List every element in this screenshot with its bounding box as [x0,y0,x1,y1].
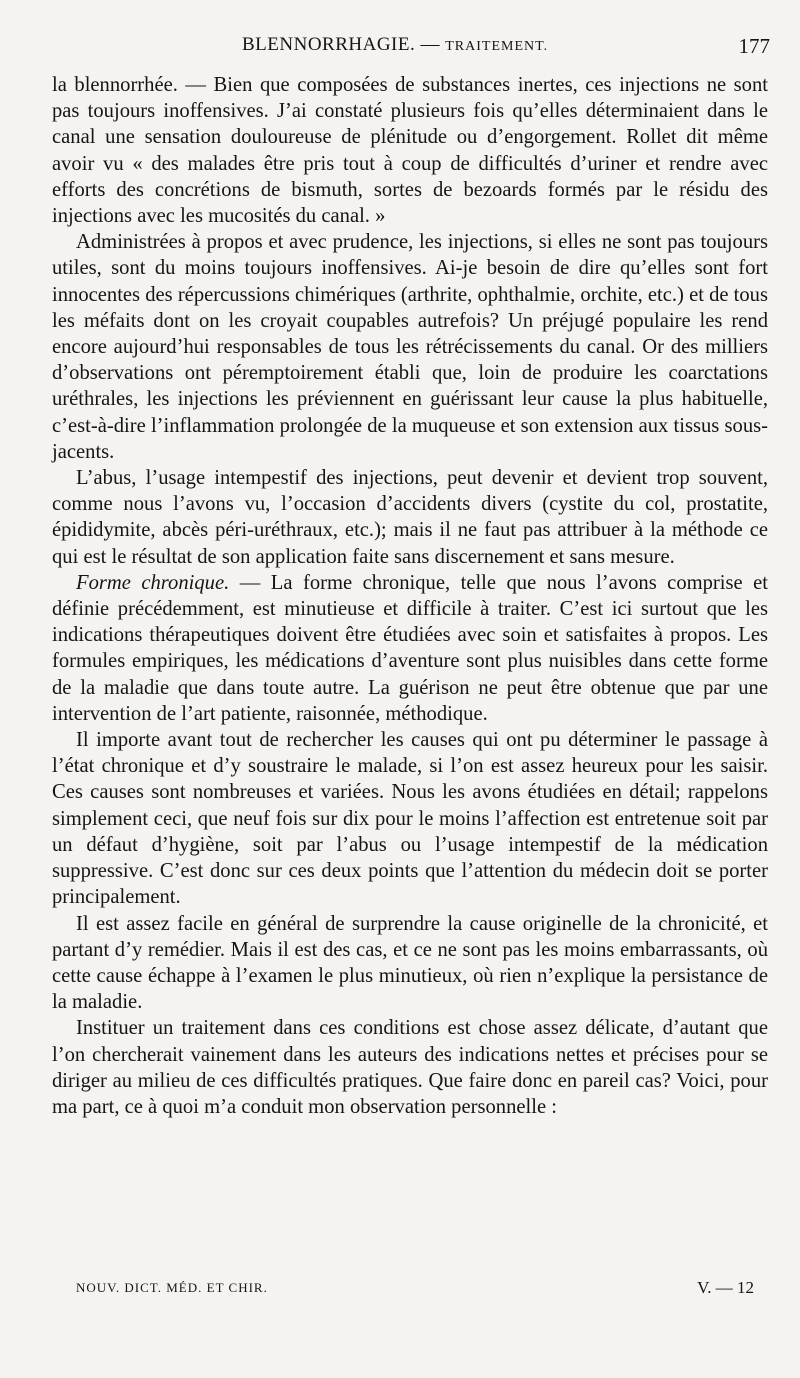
volume-signature: V. — 12 [697,1278,754,1297]
signature-mark: NOUV. DICT. MÉD. ET CHIR. [76,1280,268,1295]
paragraph-5: Il importe avant tout de rechercher les causes qui ont pu déterminer le passage à l’état chronique et d’y soustraire le malade, si l’on est assez heureux pour les saisir. Ces causes sont nombreuses et variées. Nous les avons étudiées en détail; rappelons simplement ceci, que neuf fois sur dix pour le moins l’affection est entretenue soit par un défaut d’hygiène, soit par l’abus ou l’usage intempestif de la médication suppressive. C’est donc sur ces deux points que l’attention du médecin doit se porter principalement. [52,729,768,909]
running-head [52,34,770,60]
paragraph-7: Instituer un traitement dans ces conditions est chose assez délicate, d’autant que l’on chercherait vainement dans les auteurs des indications nettes et précises pour se diriger au milieu de ces difficultés pratiques. Que faire donc en pareil cas? Voici, pour ma part, ce à quoi m’a conduit mon observation personnelle : [52,1017,768,1118]
header-separator: — [420,34,440,55]
running-title [242,34,548,56]
paragraph-3: L’abus, l’usage intempestif des injections, peut devenir et devient trop souvent, comme nous l’avons vu, l’occasion d’accidents divers (cystite du col, prostatite, épididymite, abcès péri-uréthraux, etc.); mais il ne faut pas attribuer à la méthode ce qui est le résultat de son application faite sans discernement et sans mesure. [52,467,768,568]
paragraph-2: Administrées à propos et avec prudence, les injections, si elles ne sont pas toujours utiles, sont du moins toujours inoffensives. Ai-je besoin de dire qu’elles sont fort innocentes des répercussions chimériques (arthrite, ophthalmie, orchite, etc.) et de tous les méfaits dont on les croyait coupables autrefois? Un préjugé populaire les rend encore aujourd’hui responsables de tous les rétrécissements du canal. Or des milliers d’observations ont péremptoirement établi que, loin de produire les coarctations uréthrales, les injections les préviennent en guérissant leur cause la plus habituelle, c’est-à-dire l’inflammation prolongée de la muqueuse et son extension aux tissus sous-jacents. [52,231,768,463]
header-title: BLENNORRHAGIE. [242,34,416,55]
paragraph-6: Il est assez facile en général de surprendre la cause originelle de la chronicité, et partant d’y remédier. Mais il est des cas, et ce ne sont pas les moins embarrassants, où cette cause échappe à l’examen le plus minutieux, où rien n’explique la persistance de la maladie. [52,912,768,1014]
paragraph-1: la blennorrhée. — Bien que composées de substances inertes, ces injections ne sont pas toujours inoffensives. J’ai constaté plusieurs fois qu’elles déterminaient dans le canal une sensation douloureuse de plénitude ou d’engorgement. Rollet dit même avoir vu « des malades être pris tout à coup de difficultés d’uriner et rendre avec efforts des concrétions de bismuth, sortes de bezoards formés par le résidu des injections avec les mucosités du canal. » [52,74,768,228]
paragraph-4: Forme chronique. — La forme chronique, telle que nous l’avons comprise et définie précédemment, est minutieuse et difficile à traiter. C’est ici surtout que les indications thérapeutiques doivent être étudiées avec soin et satisfaites à propos. Les formules empiriques, les médications d’aventure sont plus nuisibles dans cette forme de la maladie que dans toute autre. La guérison ne peut être obtenue que par une intervention de l’art patiente, raisonnée, méthodique. [52,571,768,725]
section-runin-heading: Forme chronique. [76,571,230,594]
body-text [52,72,768,1120]
header-section: TRAITEMENT. [445,39,549,54]
page-number: 177 [738,34,770,58]
